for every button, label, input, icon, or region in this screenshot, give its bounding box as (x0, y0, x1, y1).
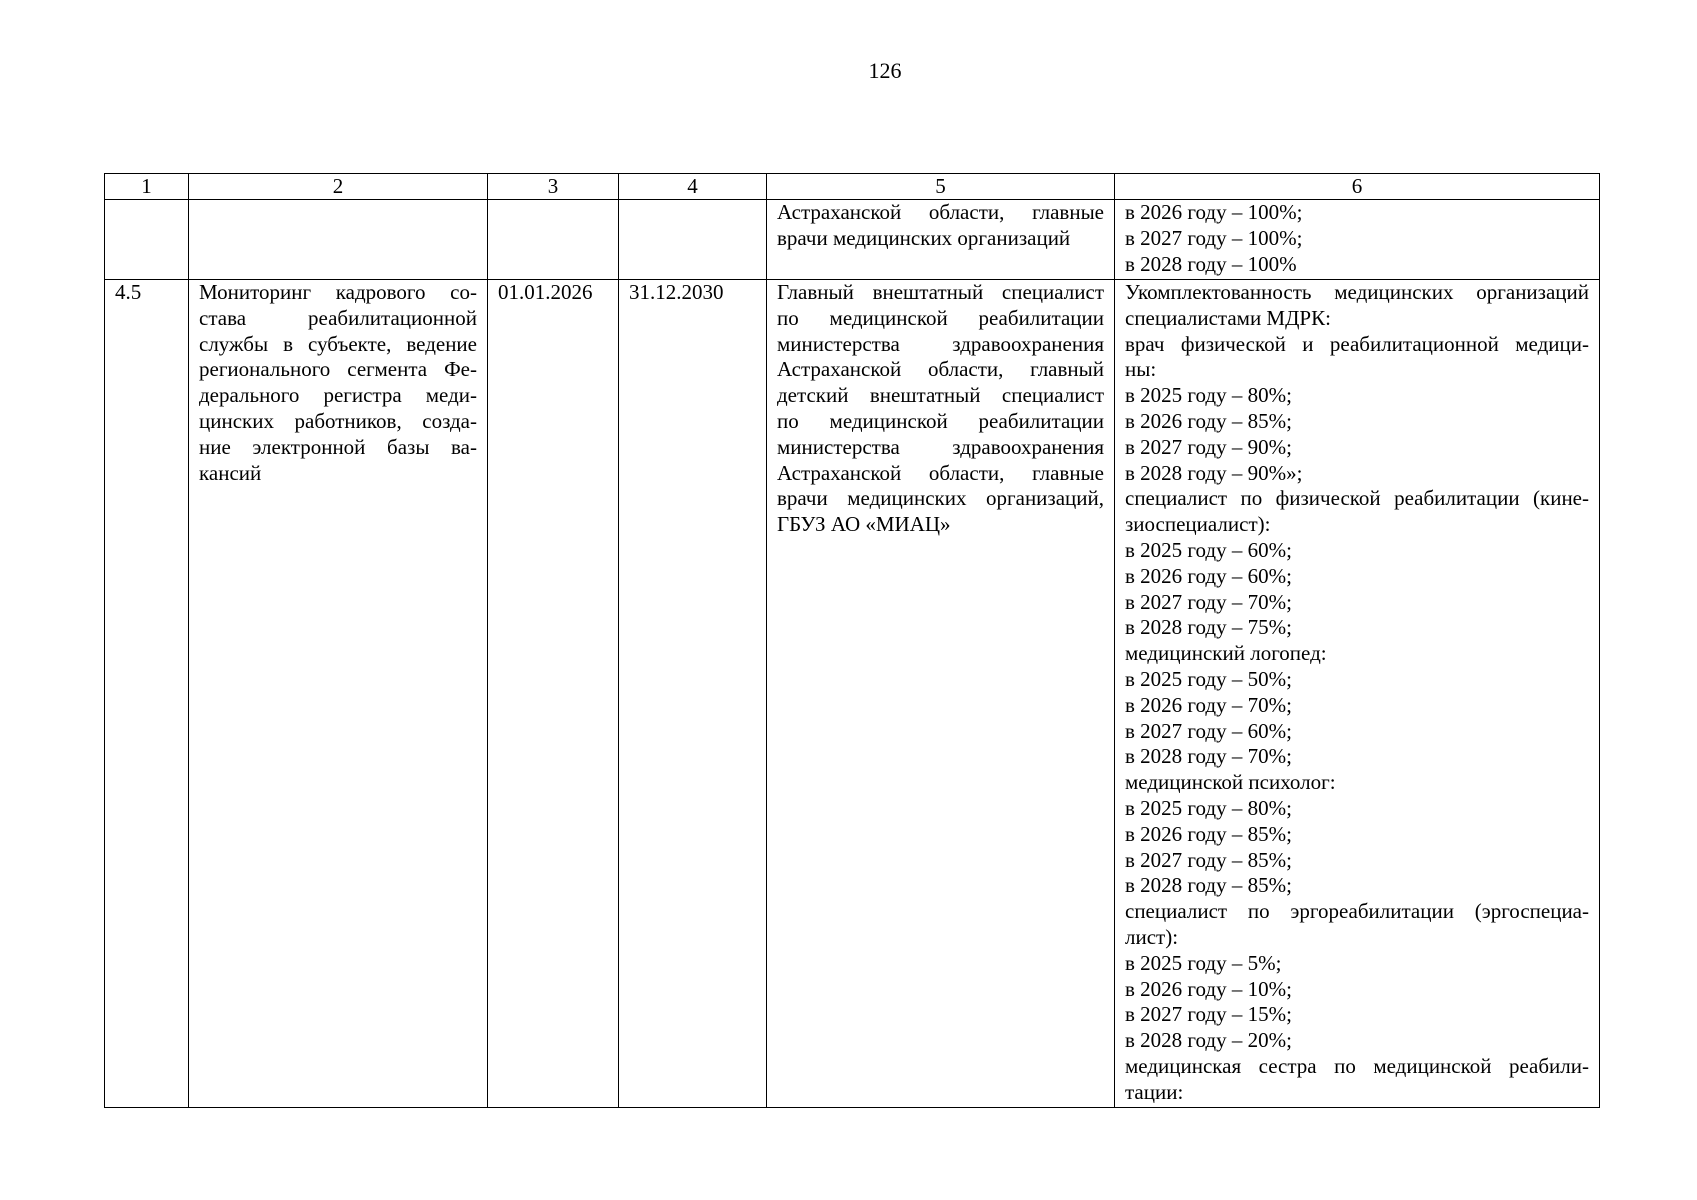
table-row-4-5 (105, 280, 1600, 1108)
text-line: министерства здравоохранения (777, 434, 1104, 459)
text-line: в 2027 году – 100%; (1125, 225, 1303, 250)
text-line: по медицинской реабилитации (777, 305, 1104, 330)
column-header-5: 5 (767, 174, 1115, 200)
text-line: Астраханской области, главные (777, 460, 1104, 485)
text-line: в 2028 году – 100% (1125, 251, 1297, 276)
text-line: ГБУЗ АО «МИАЦ» (777, 512, 951, 537)
cell-indicators (1115, 280, 1600, 1108)
cell-description (189, 280, 488, 1108)
text-line: по медицинской реабилитации (777, 408, 1104, 433)
text-line: в 2027 году – 60%; (1125, 718, 1292, 743)
column-header-6: 6 (1115, 174, 1600, 200)
table-header-row (105, 174, 1600, 200)
cell-end-date: 31.12.2030 (619, 280, 767, 1108)
text-line: в 2027 году – 90%; (1125, 434, 1292, 459)
text-line: медицинская сестра по медицинской реабили- (1125, 1053, 1589, 1078)
text-line: детский внештатный специалист (777, 383, 1104, 408)
column-header-2: 2 (189, 174, 488, 200)
text-line: в 2028 году – 70%; (1125, 744, 1292, 769)
text-line: в 2026 году – 85%; (1125, 821, 1292, 846)
text-line: в 2025 году – 5%; (1125, 950, 1282, 975)
text-line: медицинский логопед: (1125, 641, 1327, 666)
table-row-continued (105, 200, 1600, 280)
text-line: става реабилитационной (199, 305, 477, 330)
text-line: цинских работников, созда- (199, 408, 477, 433)
text-line: в 2028 году – 85%; (1125, 873, 1292, 898)
text-line: в 2026 году – 10%; (1125, 976, 1292, 1001)
cell-responsible (767, 200, 1115, 280)
column-header-4: 4 (619, 174, 767, 200)
page-number: 126 (868, 58, 902, 83)
measures-table (104, 173, 1600, 1108)
text-line: в 2025 году – 80%; (1125, 795, 1292, 820)
text-line: в 2028 году – 20%; (1125, 1028, 1292, 1053)
text-line: в 2027 году – 15%; (1125, 1002, 1292, 1027)
text-line: кансий (199, 460, 262, 485)
text-line: врачи медицинских организаций, (777, 486, 1104, 511)
text-line: Астраханской области, главный (777, 357, 1104, 382)
text-line: Главный внештатный специалист (777, 280, 1104, 304)
text-line: Астраханской области, главные (777, 200, 1104, 224)
text-line: в 2026 году – 60%; (1125, 563, 1292, 588)
text-line: медицинской психолог: (1125, 770, 1336, 795)
text-line: лист): (1125, 924, 1179, 949)
text-line: тации: (1125, 1079, 1184, 1104)
text-line: врач физической и реабилитационной медици- (1125, 331, 1589, 356)
text-line: зиоспециалист): (1125, 512, 1271, 537)
text-line: регионального сегмента Фе- (199, 357, 477, 382)
text-line: в 2026 году – 100%; (1125, 200, 1303, 224)
cell-end-date (619, 200, 767, 280)
text-line: в 2027 году – 85%; (1125, 847, 1292, 872)
text-line: специалистами МДРК: (1125, 305, 1331, 330)
text-line: ние электронной базы ва- (199, 434, 477, 459)
cell-start-date: 01.01.2026 (488, 280, 619, 1108)
text-line: Укомплектованность медицинских организаций (1125, 280, 1589, 304)
text-line: в 2025 году – 60%; (1125, 537, 1292, 562)
text-line: в 2028 году – 75%; (1125, 615, 1292, 640)
text-line: врачи медицинских организаций (777, 225, 1071, 250)
text-line: ны: (1125, 357, 1157, 382)
text-line: в 2025 году – 50%; (1125, 666, 1292, 691)
cell-start-date (488, 200, 619, 280)
column-header-1: 1 (105, 174, 189, 200)
cell-responsible (767, 280, 1115, 1108)
cell-indicators (1115, 200, 1600, 280)
text-line: в 2026 году – 70%; (1125, 692, 1292, 717)
text-line: специалист по физической реабилитации (кине- (1125, 486, 1589, 511)
text-line: Мониторинг кадрового со- (199, 280, 477, 304)
column-header-3: 3 (488, 174, 619, 200)
text-line: дерального регистра меди- (199, 383, 477, 408)
cell-number (105, 200, 189, 280)
text-line: министерства здравоохранения (777, 331, 1104, 356)
text-line: службы в субъекте, ведение (199, 331, 477, 356)
text-line: в 2026 году – 85%; (1125, 408, 1292, 433)
text-line: в 2027 году – 70%; (1125, 589, 1292, 614)
cell-description (189, 200, 488, 280)
cell-number: 4.5 (105, 280, 189, 1108)
text-line: в 2028 году – 90%»; (1125, 460, 1303, 485)
text-line: в 2025 году – 80%; (1125, 383, 1292, 408)
text-line: специалист по эргореабилитации (эргоспециа- (1125, 899, 1589, 924)
